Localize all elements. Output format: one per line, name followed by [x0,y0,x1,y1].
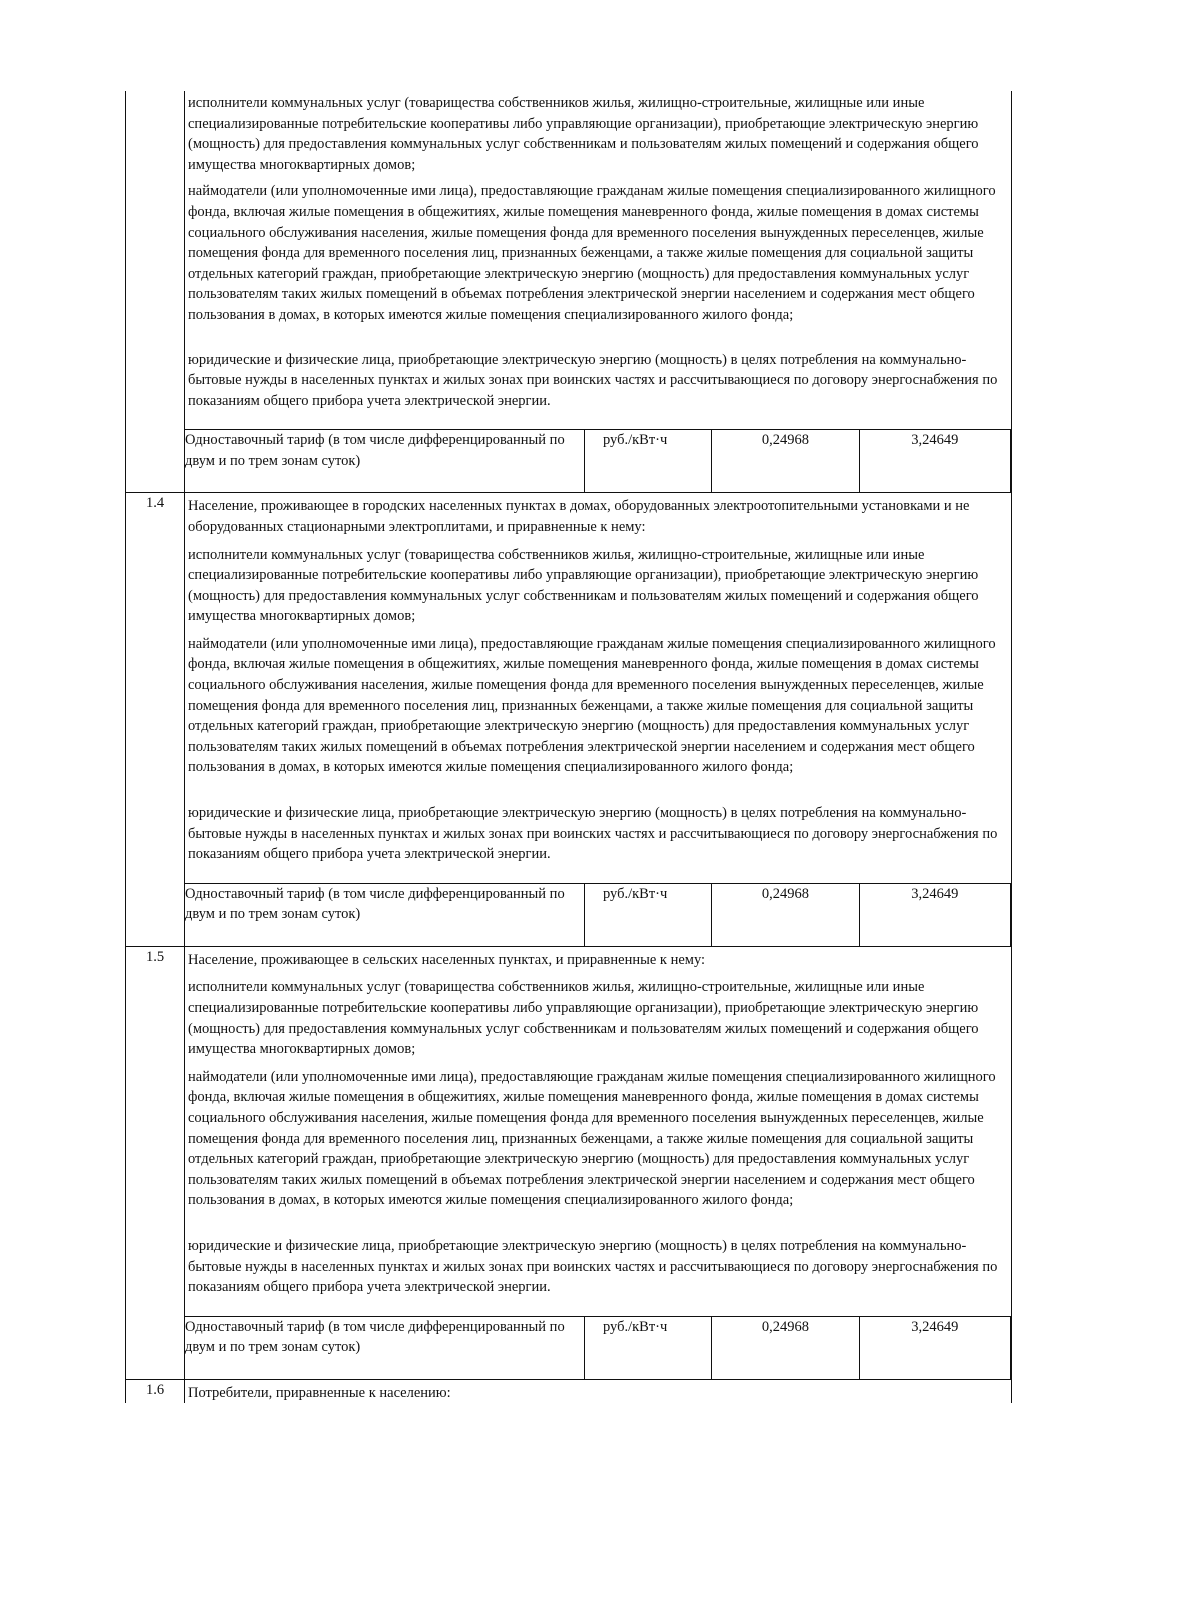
section-heading: Потребители, приравненные к населению: [188,1384,451,1401]
paragraph-utility-providers: исполнители коммунальных услуг (товарищества собственников жилья, жилищно-строительные, жилищные или иные специализированные потребительские кооперативы либо управляющие организации), приобретающие электрическую энергию (мощность) для предоставления коммунальных услуг собственникам и пользователям жилых помещений и содержания общего имущества многоквартирных домов; [188,979,979,1058]
section-heading: Население, проживающее в сельских населенных пунктах, и приравненные к нему: [188,951,706,968]
section-content [185,493,1012,947]
paragraph-legal-entities: юридические и физические лица, приобретающие электрическую энергию (мощность) в целях потребления на коммунально-бытовые нужды в населенных пунктах и жилых зонах при воинских частях и рассчитывающиеся по договору энергоснабжения по показаниям общего прибора учета электрической энергии. [188,1237,998,1296]
section-number-cell [126,91,185,493]
tariff-value-1: 0,24968 [712,1316,859,1379]
section-continuation [126,91,1012,493]
section-number: 1.4 [126,493,185,947]
tariff-value-2: 3,24649 [859,1316,1010,1379]
section-1-5 [126,946,1012,1379]
tariff-value-1: 0,24968 [712,430,859,493]
section-1-4 [126,493,1012,947]
tariff-document-page [125,91,1009,1403]
tariff-name: Одноставочный тариф (в том числе дифференцированный по двум и по трем зонам суток) [185,1316,584,1379]
paragraph-landlords: наймодатели (или уполномоченные ими лица), предоставляющие гражданам жилые помещения специализированного жилищного фонда, включая жилые помещения в общежитиях, жилые помещения маневренного фонда, жилые помещения в домах системы социального обслуживания населения, жилые помещения фонда для временного поселения вынужденных переселенцев, жилые помещения фонда для временного поселения лиц, признанных беженцами, а также жилые помещения для социальной защиты отдельных категорий граждан, приобретающие электрическую энергию (мощность) для предоставления коммунальных услуг пользователям таких жилых помещений в объемах потребления электрической энергии населением и содержания мест общего пользования в домах, в которых имеются жилые помещения специализированного жилого фонда; [188,183,996,323]
section-1-6 [126,1379,1012,1403]
tariff-value-2: 3,24649 [859,430,1010,493]
paragraph-landlords: наймодатели (или уполномоченные ими лица), предоставляющие гражданам жилые помещения специализированного жилищного фонда, включая жилые помещения в общежитиях, жилые помещения маневренного фонда, жилые помещения в домах системы социального обслуживания населения, жилые помещения фонда для временного поселения вынужденных переселенцев, жилые помещения фонда для временного поселения лиц, признанных беженцами, а также жилые помещения для социальной защиты отдельных категорий граждан, приобретающие электрическую энергию (мощность) для предоставления коммунальных услуг пользователям таких жилых помещений в объемах потребления электрической энергии населением и содержания мест общего пользования в домах, в которых имеются жилые помещения специализированного жилого фонда; [188,635,996,776]
section-content [185,91,1012,493]
tariff-row [185,883,1011,946]
tariff-table [125,91,1012,1403]
tariff-unit: руб./кВт·ч [584,883,711,946]
section-content [185,1379,1012,1403]
tariff-value-1: 0,24968 [712,883,859,946]
section-number: 1.6 [126,1379,185,1403]
tariff-unit: руб./кВт·ч [584,430,711,493]
tariff-value-2: 3,24649 [859,883,1010,946]
tariff-name: Одноставочный тариф (в том числе дифференцированный по двум и по трем зонам суток) [185,430,584,493]
tariff-row [185,429,1011,492]
section-content [185,946,1012,1379]
section-heading: Население, проживающее в городских населенных пунктах в домах, оборудованных электроотопительными установками и не оборудованных стационарными электроплитами, и приравненные к нему: [188,498,970,535]
tariff-name: Одноставочный тариф (в том числе дифференцированный по двум и по трем зонам суток) [185,883,584,946]
section-number: 1.5 [126,946,185,1379]
paragraph-landlords: наймодатели (или уполномоченные ими лица), предоставляющие гражданам жилые помещения специализированного жилищного фонда, включая жилые помещения в общежитиях, жилые помещения маневренного фонда, жилые помещения в домах системы социального обслуживания населения, жилые помещения фонда для временного поселения вынужденных переселенцев, жилые помещения фонда для временного поселения лиц, признанных беженцами, а также жилые помещения для социальной защиты отдельных категорий граждан, приобретающие электрическую энергию (мощность) для предоставления коммунальных услуг пользователям таких жилых помещений в объемах потребления электрической энергии населением и содержания мест общего пользования в домах, в которых имеются жилые помещения специализированного жилого фонда; [188,1068,996,1209]
paragraph-utility-providers: исполнители коммунальных услуг (товарищества собственников жилья, жилищно-строительные, жилищные или иные специализированные потребительские кооперативы либо управляющие организации), приобретающие электрическую энергию (мощность) для предоставления коммунальных услуг собственникам и пользователям жилых помещений и содержания общего имущества многоквартирных домов; [188,95,979,173]
paragraph-legal-entities: юридические и физические лица, приобретающие электрическую энергию (мощность) в целях потребления на коммунально-бытовые нужды в населенных пунктах и жилых зонах при воинских частях и рассчитывающиеся по договору энергоснабжения по показаниям общего прибора учета электрической энергии. [188,351,998,409]
tariff-unit: руб./кВт·ч [584,1316,711,1379]
tariff-row [185,1316,1011,1379]
paragraph-utility-providers: исполнители коммунальных услуг (товарищества собственников жилья, жилищно-строительные, жилищные или иные специализированные потребительские кооперативы либо управляющие организации), приобретающие электрическую энергию (мощность) для предоставления коммунальных услуг собственникам и пользователям жилых помещений и содержания общего имущества многоквартирных домов; [188,546,979,625]
paragraph-legal-entities: юридические и физические лица, приобретающие электрическую энергию (мощность) в целях потребления на коммунально-бытовые нужды в населенных пунктах и жилых зонах при воинских частях и рассчитывающиеся по договору энергоснабжения по показаниям общего прибора учета электрической энергии. [188,805,998,863]
